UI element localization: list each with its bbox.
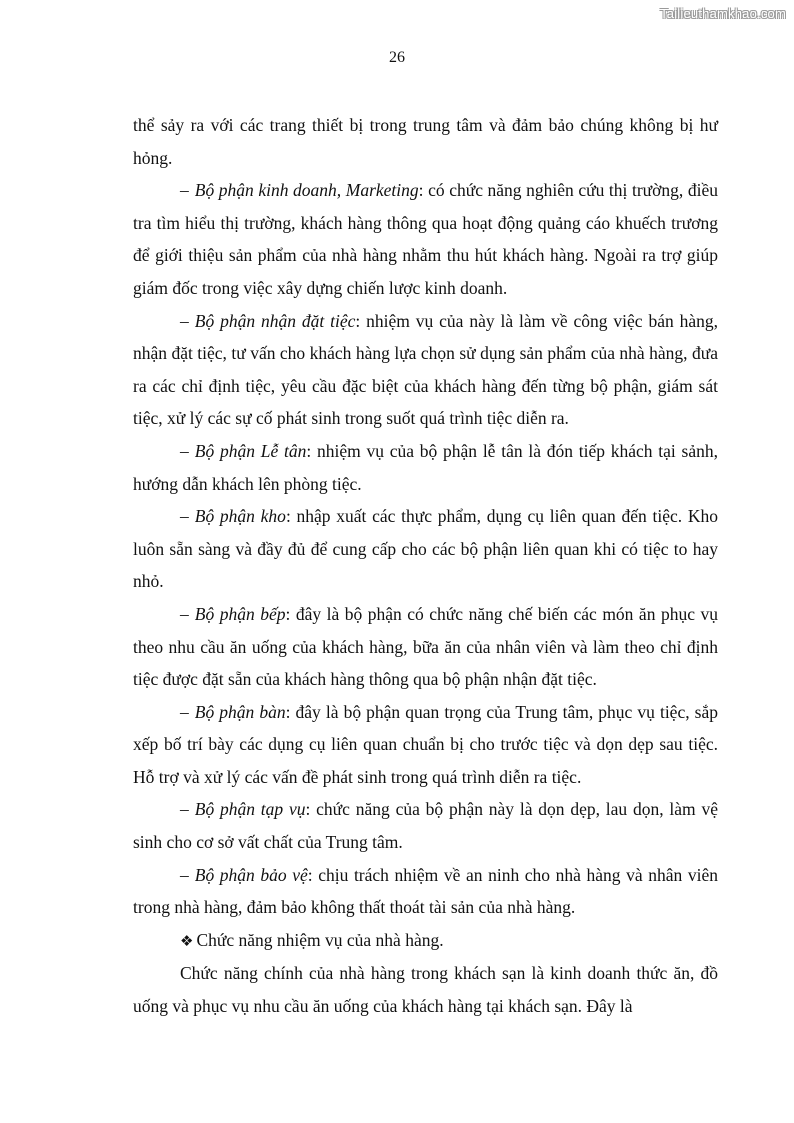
dash-marker: – [180,310,189,331]
body-text [133,109,718,1023]
list-item [133,696,718,794]
dash-marker: – [180,799,189,820]
dash-marker: – [180,701,189,722]
department-description: : chức năng của bộ phận này là dọn dẹp, lau dọn, làm vệ sinh cho cơ sở vất chất của Trung tâm. [133,799,718,853]
department-term: Bộ phận nhận đặt tiệc [194,310,356,331]
department-term: Bộ phận bảo vệ [194,864,308,885]
department-description: : nhập xuất các thực phẩm, dụng cụ liên quan đến tiệc. Kho luôn sẵn sàng và đầy đủ để cung cấp cho các bộ phận liên quan khi có tiệc to hay nhỏ. [133,506,718,592]
list-item [133,793,718,858]
page-number: 26 [389,49,405,66]
dash-marker: – [180,603,189,624]
dash-marker: – [180,864,189,885]
list-item [133,500,718,598]
dash-marker: – [180,180,189,201]
diamond-bullet-icon: ❖ [180,931,194,950]
department-term: Bộ phận kho [194,506,286,527]
dash-marker: – [180,506,189,527]
department-term: Bộ phận kinh doanh, Marketing [194,180,419,201]
list-item [133,305,718,435]
list-item [133,598,718,696]
department-description: : đây là bộ phận quan trọng của Trung tâm, phục vụ tiệc, sắp xếp bố trí bày các dụng cụ liên quan chuẩn bị cho trước tiệc và dọn dẹp sau tiệc. Hỗ trợ và xử lý các vấn đề phát sinh trong quá trình diễn ra tiệc. [133,701,718,787]
dash-marker: – [180,440,189,461]
continuation-paragraph: thể sảy ra với các trang thiết bị trong trung tâm và đảm bảo chúng không bị hư hỏng. [133,115,718,168]
department-term: Bộ phận bàn [194,701,286,722]
list-item [133,859,718,924]
department-term: Bộ phận tạp vụ [194,799,306,820]
department-term: Bộ phận Lễ tân [194,440,307,461]
department-description: : đây là bộ phận có chức năng chế biến các món ăn phục vụ theo nhu cầu ăn uống của khách hàng, bữa ăn của nhân viên và làm theo chỉ định tiệc được đặt sẵn của khách hàng thông qua bộ phận nhận đặt tiệc. [133,603,718,690]
list-item [133,174,718,304]
department-description: : nhiệm vụ của này là làm về công việc bán hàng, nhận đặt tiệc, tư vấn cho khách hàng lựa chọn sử dụng sản phẩm của nhà hàng, đưa ra các chỉ định tiệc, yêu cầu đặc biệt của khách hàng đến từng bộ phận, giám sát tiệc, xử lý các sự cố phát sinh trong suốt quá trình tiệc diễn ra. [133,310,719,429]
section-heading-text: Chức năng nhiệm vụ của nhà hàng. [196,929,444,950]
department-description: : có chức năng nghiên cứu thị trường, điều tra tìm hiểu thị trường, khách hàng thông qua hoạt động quảng cáo khuếch trương để giới thiệu sản phẩm của nhà hàng nhằm thu hút khách hàng. Ngoài ra trợ giúp giám đốc trong việc xây dựng chiến lược kinh doanh. [133,180,718,298]
section-heading [133,924,718,958]
department-description: : chịu trách nhiệm về an ninh cho nhà hàng và nhân viên trong nhà hàng, đảm bảo không thất thoát tài sản của nhà hàng. [133,864,718,918]
list-item [133,435,718,500]
department-description: : nhiệm vụ của bộ phận lễ tân là đón tiếp khách tại sảnh, hướng dẫn khách lên phòng tiệc. [133,440,718,494]
watermark: Tailieuthamkhao.com [660,6,786,21]
closing-paragraph: Chức năng chính của nhà hàng trong khách sạn là kinh doanh thức ăn, đồ uống và phục vụ nhu cầu ăn uống của khách hàng tại khách sạn. Đây là [133,963,718,1017]
department-term: Bộ phận bếp [194,603,286,624]
